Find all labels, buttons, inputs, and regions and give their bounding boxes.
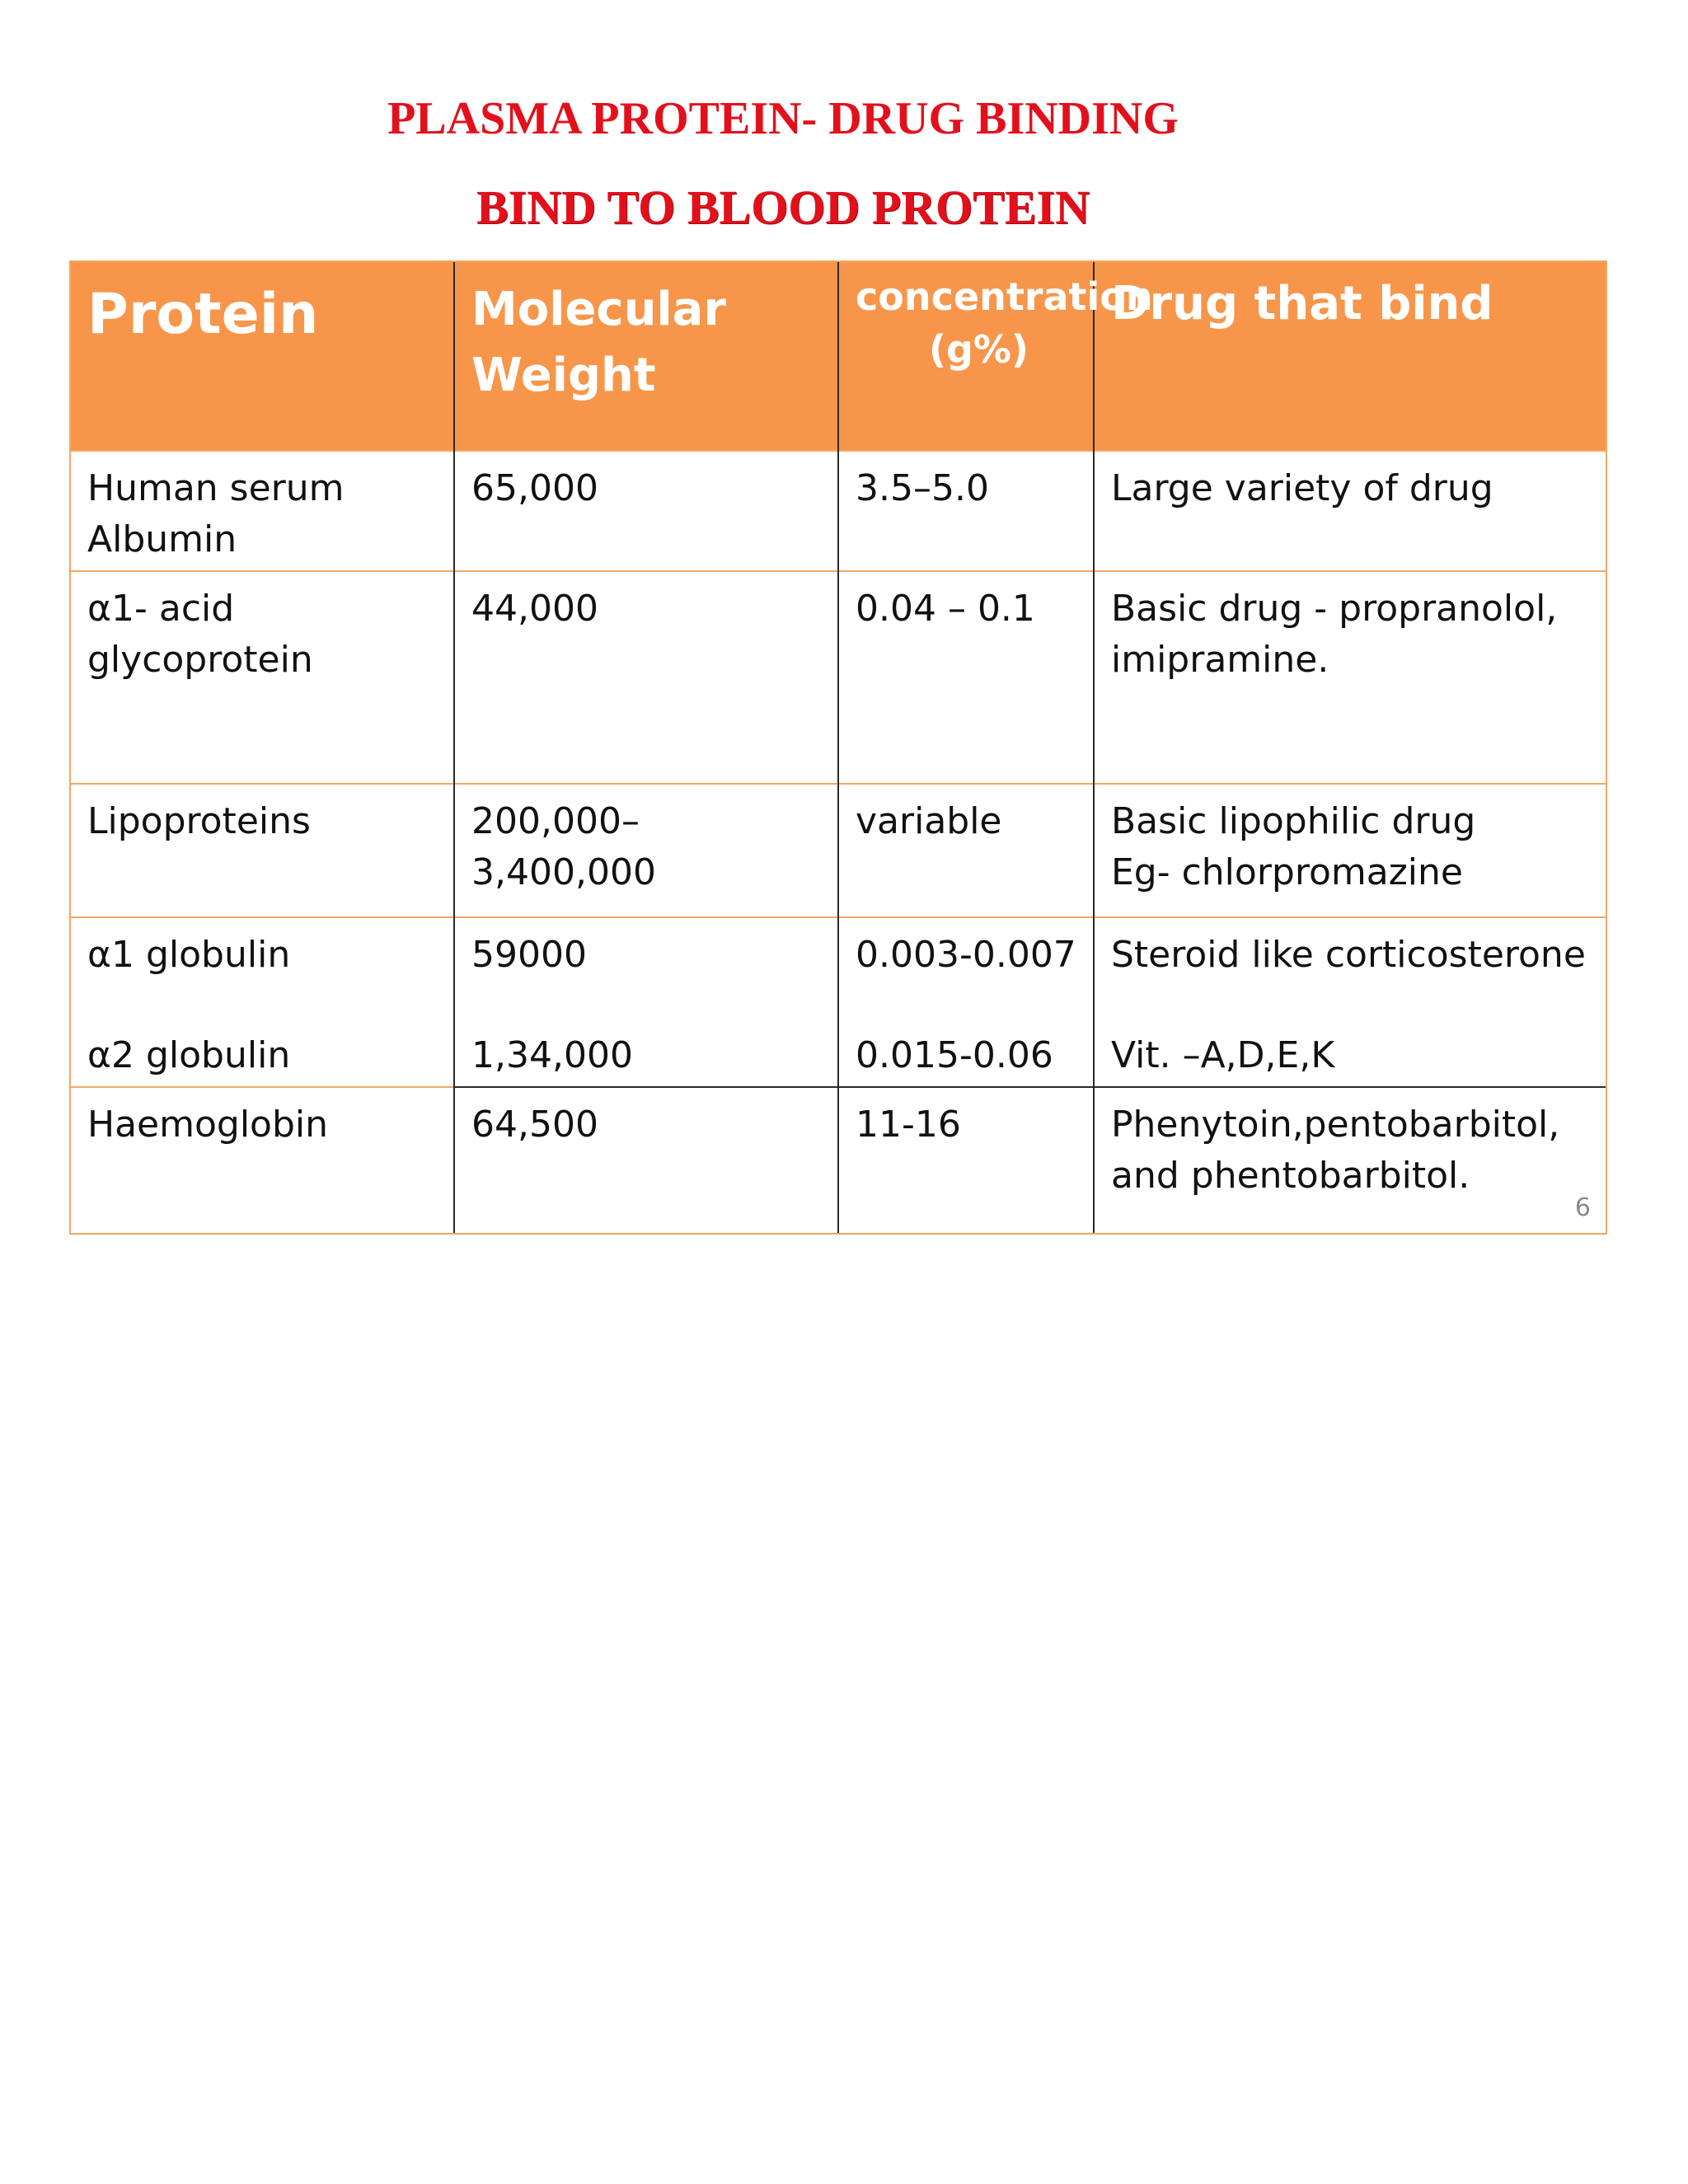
cell-protein: α1- acid glycoprotein <box>70 571 454 784</box>
header-concentration <box>838 261 1153 451</box>
header-concentration-label: concentration <box>856 274 1153 319</box>
cell-concentration: 11-16 <box>838 1087 1094 1234</box>
cell-concentration: 0.04 – 0.1 <box>838 571 1094 784</box>
cell-molecular-weight: 64,500 <box>454 1087 838 1234</box>
header-concentration-unit: (g%) <box>928 327 1029 372</box>
cell-protein-line: α1 globulin <box>87 934 291 976</box>
cell-drug-line: Vit. –A,D,E,K <box>1111 1034 1335 1076</box>
cell-mw-line: 1,34,000 <box>471 1034 633 1076</box>
protein-binding-table <box>69 260 1607 1235</box>
cell-drug: Phenytoin,pentobarbitol, and phentobarbitol. <box>1094 1087 1606 1234</box>
cell-conc-line: 0.003-0.007 <box>856 934 1076 976</box>
table-row <box>70 571 1606 784</box>
header-molecular-weight: Molecular Weight <box>454 261 838 451</box>
cell-drug: Large variety of drug <box>1094 451 1606 571</box>
cell-mw-line: 59000 <box>471 934 587 976</box>
header-drug: Drug that bind <box>1094 261 1606 451</box>
cell-protein <box>70 917 454 1087</box>
cell-drug-line: Steroid like corticosterone <box>1111 934 1586 976</box>
cell-molecular-weight <box>454 917 838 1087</box>
cell-molecular-weight: 200,000–3,400,000 <box>454 784 838 917</box>
page-title: PLASMA PROTEIN- DRUG BINDING <box>387 93 1179 144</box>
cell-drug-line: Eg- chlorpromazine <box>1111 851 1463 893</box>
header-protein: Protein <box>70 261 454 451</box>
cell-conc-line: 0.015-0.06 <box>856 1034 1053 1076</box>
table-header-row <box>70 261 1606 451</box>
cell-concentration: variable <box>838 784 1094 917</box>
cell-protein: Haemoglobin <box>70 1087 454 1234</box>
table-row <box>70 451 1606 571</box>
cell-concentration <box>838 917 1094 1087</box>
cell-drug <box>1094 784 1606 917</box>
cell-molecular-weight: 44,000 <box>454 571 838 784</box>
cell-protein: Lipoproteins <box>70 784 454 917</box>
table-row <box>70 1087 1606 1234</box>
cell-protein: Human serum Albumin <box>70 451 454 571</box>
cell-protein-line: α2 globulin <box>87 1034 291 1076</box>
cell-molecular-weight: 65,000 <box>454 451 838 571</box>
cell-drug: Basic drug - propranolol, imipramine. <box>1094 571 1606 784</box>
cell-drug <box>1094 917 1606 1087</box>
page-subtitle: BIND TO BLOOD PROTEIN <box>476 180 1090 234</box>
cell-drug-line: Basic lipophilic drug <box>1111 800 1476 842</box>
page-number: 6 <box>1574 1193 1591 1222</box>
table-row <box>70 917 1606 1087</box>
cell-concentration: 3.5–5.0 <box>838 451 1094 571</box>
table-row <box>70 784 1606 917</box>
